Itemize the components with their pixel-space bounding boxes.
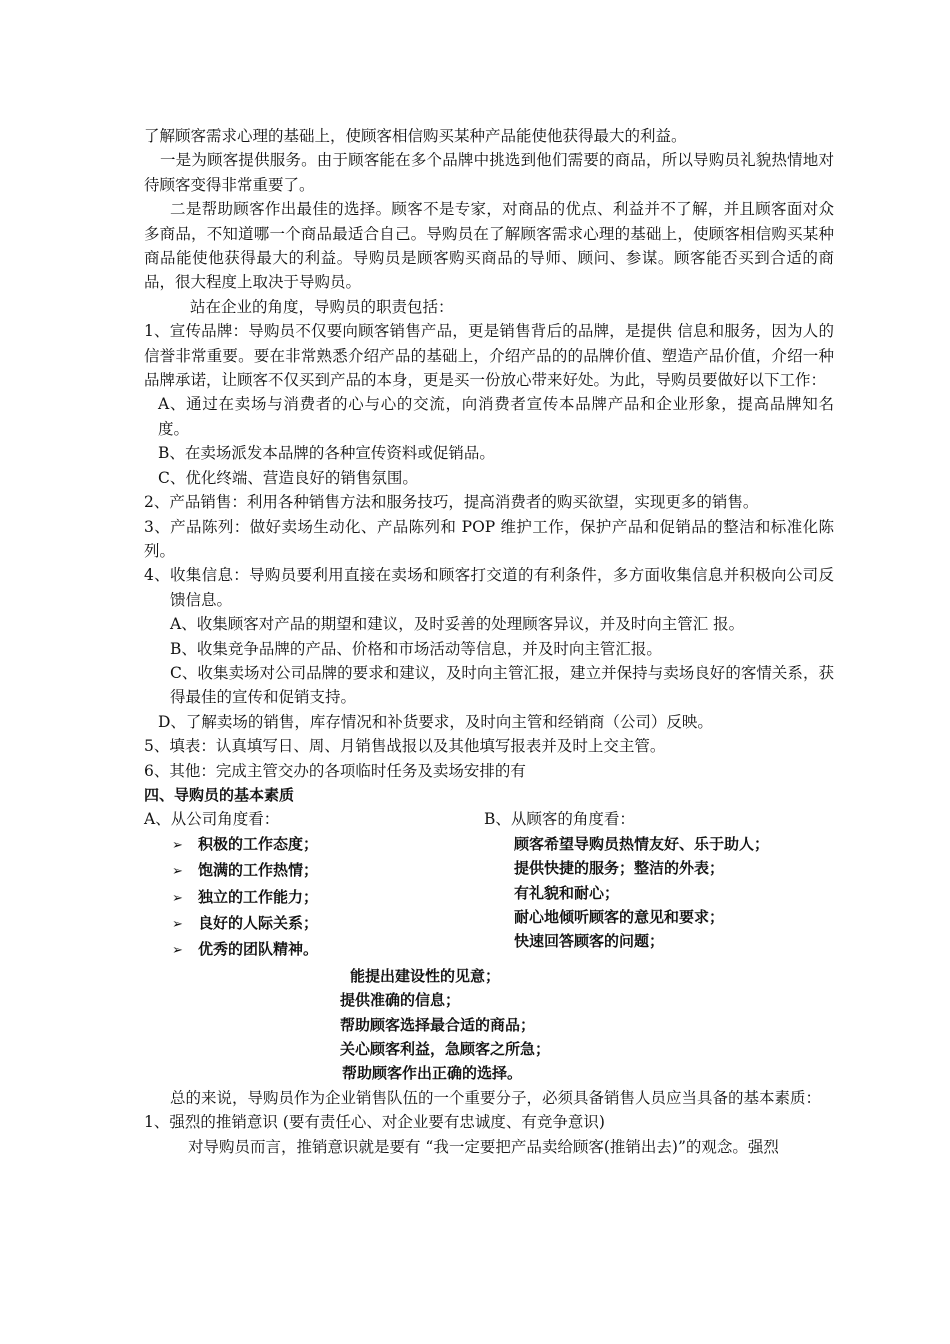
customer-expectation: 提供快捷的服务；整洁的外表； <box>514 859 725 878</box>
customer-expectation: 关心顾客利益，急顾客之所急； <box>340 1040 551 1059</box>
arrow-bullet-icon: ➢ <box>172 890 183 906</box>
paragraph: 总的来说，导购员作为企业销售队伍的一个重要分子，必须具备销售人员应当具备的基本素质： <box>170 1088 822 1107</box>
customer-view-column <box>484 807 834 963</box>
company-view-column <box>144 807 484 963</box>
arrow-bullet-icon: ➢ <box>172 917 183 932</box>
list-item: C、优化终端、营造良好的销售氛围。 <box>158 468 418 487</box>
customer-expectation: 快速回答顾客的问题； <box>514 932 665 951</box>
paragraph: 1、宣传品牌：导购员不仅要向顾客销售产品，更是销售背后的品牌，是提供 信息和服务，因为人的信誉非常重要。要在非常熟悉介绍产品的基础上，介绍产品的的品牌价值、塑造产品价值，介绍一种品牌承诺，让顾客不仅买到产品的本身，更是买一份放心带来好处。为此，导购员要做好以下工作： <box>144 322 834 390</box>
list-item: A、通过在卖场与消费者的心与心的交流，向消费者宣传本品牌产品和企业形象，提高品牌知名度。 <box>158 395 834 438</box>
bullet-item: ➢ 独立的工作能力； <box>144 885 484 911</box>
document-body <box>144 124 834 1159</box>
list-item: B、收集竞争品牌的产品、价格和市场活动等信息，并及时向主管汇报。 <box>170 639 662 658</box>
list-item: 5、填表：认真填写日、周、月销售战报以及其他填写报表并及时上交主管。 <box>144 737 666 756</box>
list-item: 4、收集信息：导购员要利用直接在卖场和顾客打交道的有利条件，多方面收集信息并积极向公司反馈信息。 <box>144 566 834 609</box>
bullet-item: ➢ 积极的工作态度； <box>144 832 484 858</box>
section-heading: 四、导购员的基本素质 <box>144 785 295 804</box>
list-item: B、在卖场派发本品牌的各种宣传资料或促销品。 <box>158 444 495 463</box>
customer-expectation: 帮助顾客作出正确的选择。 <box>342 1064 523 1083</box>
bullet-item: ➢ 饱满的工作热情； <box>144 858 484 884</box>
arrow-bullet-icon: ➢ <box>172 837 183 853</box>
list-item: 3、产品陈列：做好卖场生动化、产品陈列和 POP 维护工作，保护产品和促销品的整洁和标准化陈列。 <box>144 517 834 560</box>
paragraph: 对导购员而言，推销意识就是要有 “我一定要把产品卖给顾客(推销出去)”的观念。强烈 <box>188 1137 779 1156</box>
list-item: 6、其他：完成主管交办的各项临时任务及卖场安排的有 <box>144 761 526 780</box>
customer-expectation: 顾客希望导购员热情友好、乐于助人； <box>514 834 770 853</box>
bullet-item: ➢ 优秀的团队精神。 <box>144 937 484 963</box>
customer-expectation: 耐心地倾听顾客的意见和要求； <box>514 908 725 926</box>
list-item: 2、产品销售：利用各种销售方法和服务技巧，提高消费者的购买欲望，实现更多的销售。 <box>144 493 759 512</box>
list-item: D、了解卖场的销售，库存情况和补货要求，及时向主管和经销商（公司）反映。 <box>158 712 713 731</box>
customer-expectation: 提供准确的信息； <box>340 991 461 1010</box>
paragraph: 了解顾客需求心理的基础上，使顾客相信购买某种产品能使他获得最大的利益。 <box>144 127 687 145</box>
paragraph: 二是帮助顾客作出最佳的选择。顾客不是专家，对商品的优点、利益并不了解，并且顾客面对众多商品，不知道哪一个商品最适合自己。导购员在了解顾客需求心理的基础上，使顾客相信购买某种商品能使他获得最大的利益。导购员是顾客购买商品的导师、顾问、参谋。顾客能否买到合适的商品，很大程度上取决于导购员。 <box>144 200 834 292</box>
list-item: 1、强烈的推销意识 (要有责任心、对企业要有忠诚度、有竞争意识) <box>144 1113 605 1132</box>
paragraph: 一是为顾客提供服务。由于顾客能在多个品牌中挑选到他们需要的商品，所以导购员礼貌热情地对待顾客变得非常重要了。 <box>144 151 834 194</box>
customer-expectation: 有礼貌和耐心； <box>514 883 620 902</box>
paragraph: 站在企业的角度，导购员的职责包括： <box>190 297 454 316</box>
customer-expectation: 能提出建设性的见意； <box>350 966 501 985</box>
arrow-bullet-icon: ➢ <box>172 943 183 959</box>
company-view-heading: A、从公司角度看： <box>144 810 280 829</box>
customer-view-heading: B、从顾客的角度看： <box>484 810 635 829</box>
arrow-bullet-icon: ➢ <box>172 864 183 880</box>
bullet-item: ➢ 良好的人际关系； <box>144 911 484 937</box>
list-item: C、收集卖场对公司品牌的要求和建议，及时向主管汇报，建立并保持与卖场良好的客情关系，获得最佳的宣传和促销支持。 <box>170 663 834 707</box>
customer-expectation: 帮助顾客选择最合适的商品； <box>340 1015 536 1034</box>
list-item: A、收集顾客对产品的期望和建议，及时妥善的处理顾客异议，并及时向主管汇 报。 <box>170 615 745 634</box>
qualities-columns <box>144 807 834 963</box>
